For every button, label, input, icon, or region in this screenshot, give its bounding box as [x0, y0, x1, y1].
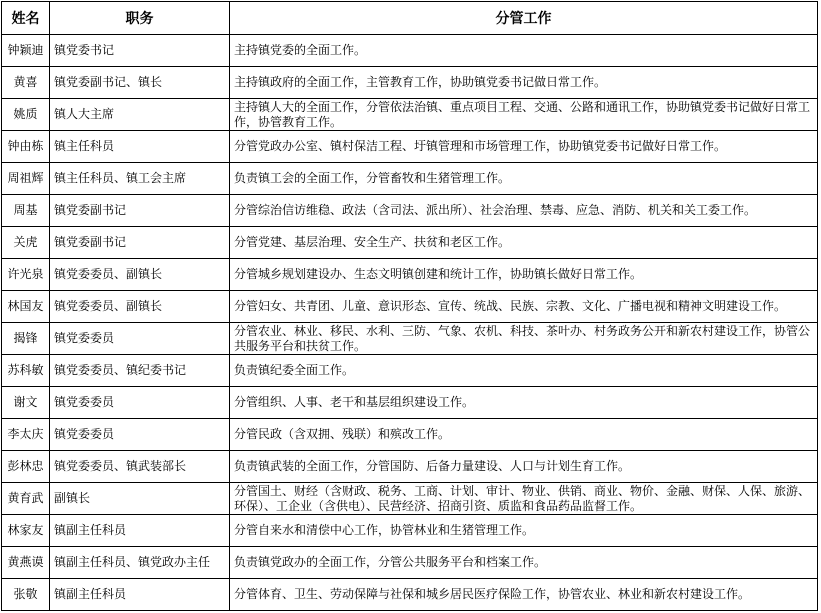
- position-cell[interactable]: 镇党委委员、副镇长: [50, 291, 230, 323]
- duties-cell[interactable]: 分管党建、基层治理、安全生产、扶贫和老区工作。: [230, 227, 818, 259]
- table-body: [2, 35, 818, 611]
- table-row: [2, 131, 818, 163]
- name-cell[interactable]: 李太庆: [2, 419, 50, 451]
- duties-cell[interactable]: 主持镇党委的全面工作。: [230, 35, 818, 67]
- table-row: [2, 195, 818, 227]
- name-cell[interactable]: 揭锋: [2, 323, 50, 355]
- table-row: [2, 451, 818, 483]
- name-cell[interactable]: 钟由栋: [2, 131, 50, 163]
- duties-cell[interactable]: 负责镇工会的全面工作，分管畜牧和生猪管理工作。: [230, 163, 818, 195]
- table-row: [2, 419, 818, 451]
- table-row: [2, 515, 818, 547]
- header-position: 职务: [50, 2, 230, 35]
- duties-cell[interactable]: 主持镇人大的全面工作，分管依法治镇、重点项目工程、交通、公路和通讯工作，协助镇党委书记做好日常工作，协管教育工作。: [230, 99, 818, 131]
- duties-cell[interactable]: 负责镇纪委全面工作。: [230, 355, 818, 387]
- name-cell[interactable]: 张敬: [2, 579, 50, 611]
- position-cell[interactable]: 镇党委书记: [50, 35, 230, 67]
- position-cell[interactable]: 镇党委委员: [50, 323, 230, 355]
- name-cell[interactable]: 彭林忠: [2, 451, 50, 483]
- name-cell[interactable]: 黄喜: [2, 67, 50, 99]
- position-cell[interactable]: 镇副主任科员: [50, 579, 230, 611]
- position-cell[interactable]: 镇党委委员、副镇长: [50, 259, 230, 291]
- duties-cell[interactable]: 分管体育、卫生、劳动保障与社保和城乡居民医疗保险工作，协管农业、林业和新农村建设工作。: [230, 579, 818, 611]
- position-cell[interactable]: 镇主任科员、镇工会主席: [50, 163, 230, 195]
- position-cell[interactable]: 镇副主任科员、镇党政办主任: [50, 547, 230, 579]
- position-cell[interactable]: 镇党委副书记、镇长: [50, 67, 230, 99]
- table-row: [2, 387, 818, 419]
- duties-cell[interactable]: 分管自来水和清偿中心工作，协管林业和生猪管理工作。: [230, 515, 818, 547]
- duties-cell[interactable]: 分管妇女、共青团、儿童、意识形态、宣传、统战、民族、宗教、文化、广播电视和精神文明建设工作。: [230, 291, 818, 323]
- duties-cell[interactable]: 分管组织、人事、老干和基层组织建设工作。: [230, 387, 818, 419]
- position-cell[interactable]: 镇人大主席: [50, 99, 230, 131]
- table-row: [2, 67, 818, 99]
- name-cell[interactable]: 周祖辉: [2, 163, 50, 195]
- table-row: [2, 579, 818, 611]
- position-cell[interactable]: 镇主任科员: [50, 131, 230, 163]
- position-cell[interactable]: 镇党委委员、镇武装部长: [50, 451, 230, 483]
- name-cell[interactable]: 林家友: [2, 515, 50, 547]
- position-cell[interactable]: 镇党委委员、镇纪委书记: [50, 355, 230, 387]
- duties-cell[interactable]: 分管城乡规划建设办、生态文明镇创建和统计工作，协助镇长做好日常工作。: [230, 259, 818, 291]
- table-row: [2, 163, 818, 195]
- name-cell[interactable]: 黄燕谟: [2, 547, 50, 579]
- name-cell[interactable]: 姚质: [2, 99, 50, 131]
- name-cell[interactable]: 苏科敏: [2, 355, 50, 387]
- name-cell[interactable]: 许光泉: [2, 259, 50, 291]
- duties-cell[interactable]: 主持镇政府的全面工作，主管教育工作，协助镇党委书记做日常工作。: [230, 67, 818, 99]
- name-cell[interactable]: 关虎: [2, 227, 50, 259]
- name-cell[interactable]: 钟颖迪: [2, 35, 50, 67]
- table-row: [2, 323, 818, 355]
- table-row: [2, 99, 818, 131]
- position-cell[interactable]: 镇党委副书记: [50, 195, 230, 227]
- duties-cell[interactable]: 负责镇武装的全面工作，分管国防、后备力量建设、人口与计划生育工作。: [230, 451, 818, 483]
- duties-cell[interactable]: 分管综治信访维稳、政法（含司法、派出所）、社会治理、禁毒、应急、消防、机关和关工委工作。: [230, 195, 818, 227]
- position-cell[interactable]: 镇党委委员: [50, 387, 230, 419]
- header-row: [2, 2, 818, 35]
- leadership-duties-table: [1, 1, 818, 611]
- table-row: [2, 259, 818, 291]
- duties-cell[interactable]: 分管党政办公室、镇村保洁工程、圩镇管理和市场管理工作，协助镇党委书记做好日常工作。: [230, 131, 818, 163]
- table-row: [2, 355, 818, 387]
- name-cell[interactable]: 林国友: [2, 291, 50, 323]
- table-row: [2, 227, 818, 259]
- table-row: [2, 35, 818, 67]
- position-cell[interactable]: 镇党委副书记: [50, 227, 230, 259]
- table-row: [2, 547, 818, 579]
- name-cell[interactable]: 谢文: [2, 387, 50, 419]
- name-cell[interactable]: 周基: [2, 195, 50, 227]
- duties-cell[interactable]: 分管民政（含双拥、残联）和殡改工作。: [230, 419, 818, 451]
- duties-cell[interactable]: 分管国土、财经（含财政、税务、工商、计划、审计、物业、供销、商业、物价、金融、财保、人保、旅游、环保）、工企业（含供电）、民营经济、招商引资、质监和食品药品监督工作。: [230, 483, 818, 515]
- position-cell[interactable]: 镇副主任科员: [50, 515, 230, 547]
- duties-cell[interactable]: 分管农业、林业、移民、水利、三防、气象、农机、科技、茶叶办、村务政务公开和新农村建设工作，协管公共服务平台和扶贫工作。: [230, 323, 818, 355]
- table-row: [2, 483, 818, 515]
- header-duties: 分管工作: [230, 2, 818, 35]
- duties-cell[interactable]: 负责镇党政办的全面工作，分管公共服务平台和档案工作。: [230, 547, 818, 579]
- name-cell[interactable]: 黄育武: [2, 483, 50, 515]
- position-cell[interactable]: 副镇长: [50, 483, 230, 515]
- position-cell[interactable]: 镇党委委员: [50, 419, 230, 451]
- table-row: [2, 291, 818, 323]
- header-name: 姓名: [2, 2, 50, 35]
